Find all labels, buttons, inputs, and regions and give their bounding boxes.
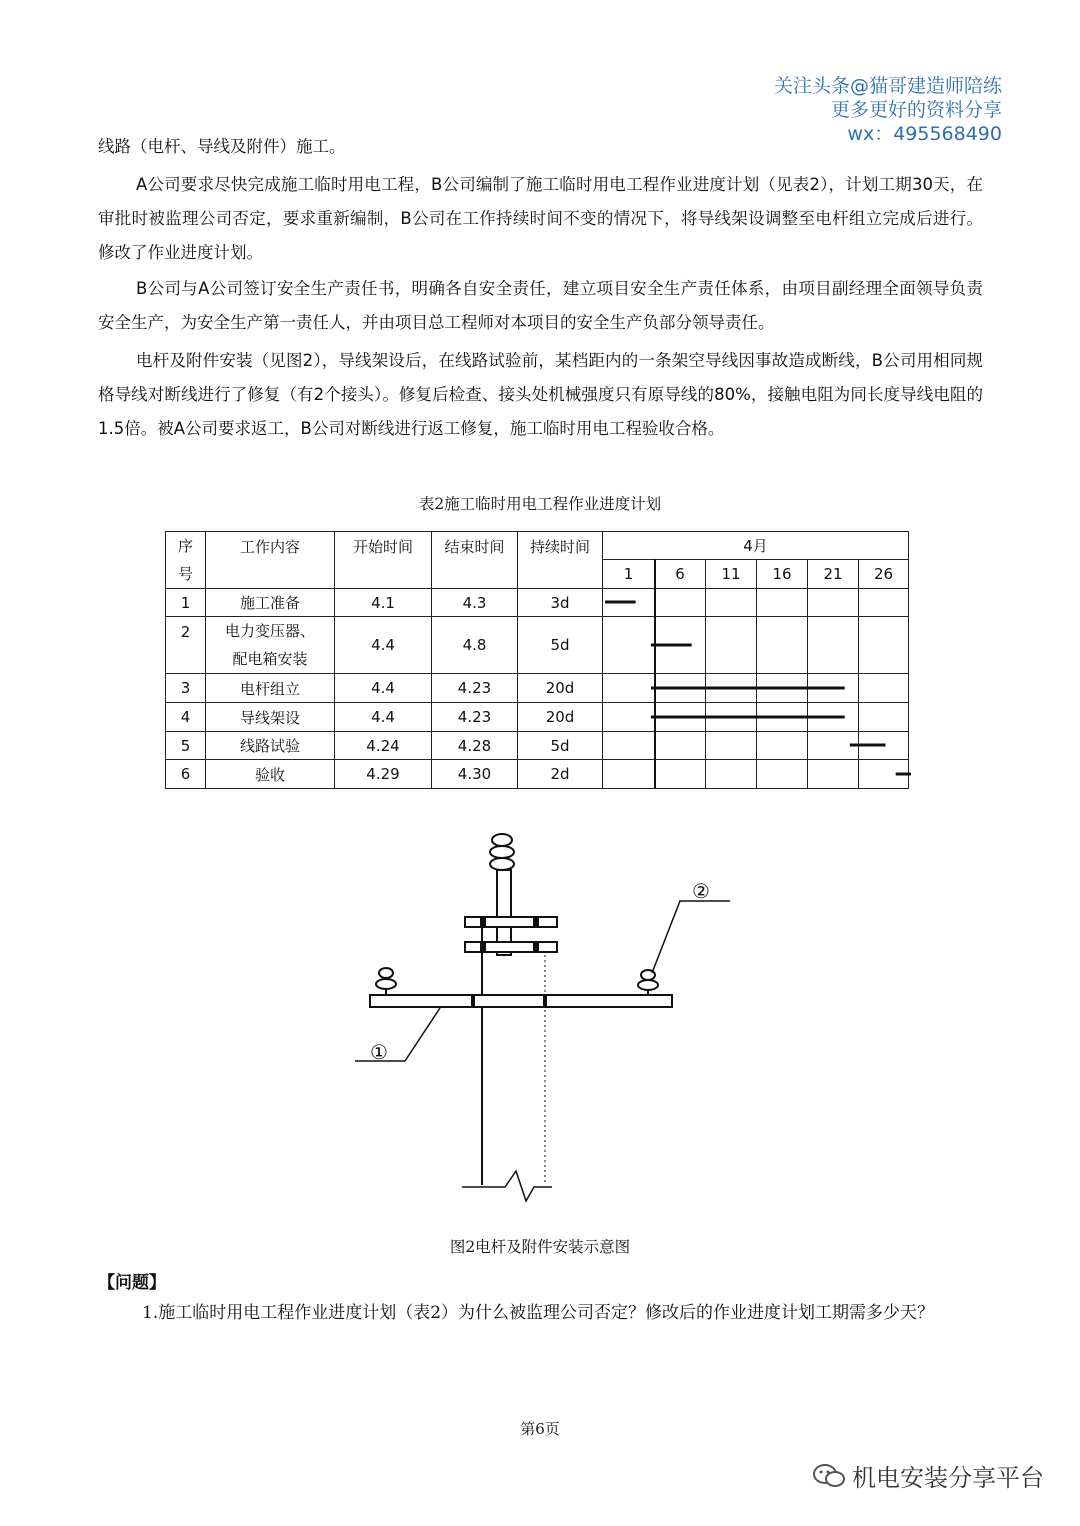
brand-name: 机电安装分享平台 — [852, 1464, 1044, 1492]
header-start: 开始时间 — [335, 532, 432, 589]
table-row — [166, 674, 909, 703]
day-tick: 1 — [603, 560, 655, 589]
row-start: 4.1 — [335, 589, 432, 617]
row-no: 6 — [166, 760, 206, 789]
row-duration: 20d — [518, 703, 603, 732]
table-row — [166, 589, 909, 617]
row-content: 导线架设 — [206, 703, 335, 732]
row-no: 4 — [166, 703, 206, 732]
row-start: 4.4 — [335, 617, 432, 674]
row-content-line1: 电力变压器、 — [224, 622, 315, 640]
row-start: 4.29 — [335, 760, 432, 789]
row-content — [206, 617, 335, 674]
header-no-line1: 序 — [177, 537, 193, 555]
row-end: 4.23 — [432, 674, 518, 703]
table-row — [166, 732, 909, 760]
day-tick: 26 — [859, 560, 909, 589]
page-number: 第6页 — [520, 1420, 560, 1438]
pole-diagram — [340, 825, 760, 1205]
question-1: 1.施工临时用电工程作业进度计划（表2）为什么被监理公司否定？修改后的作业进度计划工期需多少天？ — [142, 1303, 935, 1323]
paragraph-1: A公司要求尽快完成施工临时用电工程，B公司编制了施工临时用电工程作业进度计划（见表2），计划工期30天，在审批时被监理公司否定，要求重新编制，B公司在工作持续时间不变的情况下，将导线架设调整至电杆组立完成后进行。修改了作业进度计划。 — [98, 175, 983, 262]
question-header: 【问题】 — [98, 1273, 166, 1293]
brand-watermark — [812, 1458, 1044, 1493]
row-duration: 2d — [518, 760, 603, 789]
row-content-line2: 配电箱安装 — [232, 650, 308, 668]
header-no-line2: 号 — [177, 565, 193, 583]
row-content: 施工准备 — [206, 589, 335, 617]
schedule-table — [165, 531, 909, 789]
main-crossarm — [370, 995, 672, 1007]
row-no: 5 — [166, 732, 206, 760]
paragraph-0: 线路（电杆、导线及附件）施工。 — [98, 137, 346, 156]
day-tick: 11 — [706, 560, 757, 589]
row-content: 验收 — [206, 760, 335, 789]
row-start: 4.4 — [335, 674, 432, 703]
row-end: 4.28 — [432, 732, 518, 760]
promo-line-3: wx：495568490 — [847, 123, 1002, 145]
label-2: ② — [692, 879, 710, 903]
paragraph-3: 电杆及附件安装（见图2），导线架设后，在线路试验前，某档距内的一条架空导线因事故造成断线，B公司用相同规格导线对断线进行了修复（有2个接头）。修复后检查、接头处机械强度只有原导线的80%，接触电阻为同长度导线电阻的1.5倍。被A公司要求返工，B公司对断线进行返工修复，施工临时用电工程验收合格。 — [98, 351, 983, 438]
row-end: 4.23 — [432, 703, 518, 732]
wechat-icon — [812, 1462, 846, 1490]
insulator-left — [379, 968, 393, 978]
header-content: 工作内容 — [206, 532, 335, 589]
day-tick: 21 — [808, 560, 859, 589]
header-month: 4月 — [603, 532, 909, 560]
header-end: 结束时间 — [432, 532, 518, 589]
label-1: ① — [370, 1040, 388, 1064]
row-duration: 5d — [518, 732, 603, 760]
header-duration: 持续时间 — [518, 532, 603, 589]
row-content: 电杆组立 — [206, 674, 335, 703]
header-no — [166, 532, 206, 589]
row-no: 2 — [166, 617, 206, 674]
table-caption: 表2施工临时用电工程作业进度计划 — [418, 495, 662, 513]
promo-line-1: 关注头条@猫哥建造师陪练 — [773, 75, 1002, 97]
row-no: 1 — [166, 589, 206, 617]
row-content: 线路试验 — [206, 732, 335, 760]
row-end: 4.30 — [432, 760, 518, 789]
row-duration: 20d — [518, 674, 603, 703]
row-start: 4.4 — [335, 703, 432, 732]
leader-line-1 — [355, 1008, 440, 1061]
upper-crossarm-1 — [465, 917, 557, 927]
paragraph-2: B公司与A公司签订安全生产责任书，明确各自安全责任，建立项目安全生产责任体系，由项目副经理全面领导负责安全生产，为安全生产第一责任人，并由项目总工程师对本项目的安全生产负部分领导责任。 — [98, 279, 983, 332]
figure-caption: 图2电杆及附件安装示意图 — [449, 1238, 631, 1256]
table-row — [166, 760, 909, 789]
row-start: 4.24 — [335, 732, 432, 760]
row-duration: 3d — [518, 589, 603, 617]
leader-line-2 — [652, 901, 730, 973]
row-duration: 5d — [518, 617, 603, 674]
table-row — [166, 617, 909, 674]
upper-crossarm-2 — [465, 942, 557, 952]
promo-line-2: 更多更好的资料分享 — [830, 99, 1002, 121]
row-no: 3 — [166, 674, 206, 703]
row-end: 4.8 — [432, 617, 518, 674]
table-row — [166, 703, 909, 732]
ground-break — [462, 1171, 552, 1201]
insulator-top-disc — [492, 834, 512, 846]
day-tick: 16 — [757, 560, 808, 589]
day-tick: 6 — [655, 560, 706, 589]
row-end: 4.3 — [432, 589, 518, 617]
